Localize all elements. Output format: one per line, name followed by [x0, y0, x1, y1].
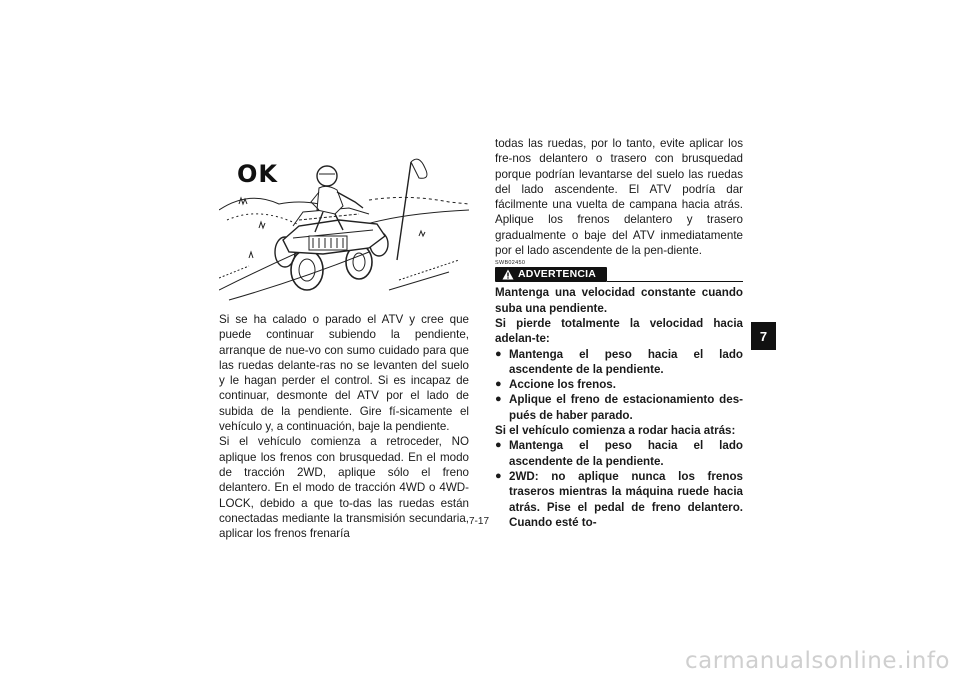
list-item: ● 2WD: no aplique nunca los frenos traseros mientras la máquina ruede hacia atrás. Pise el pedal de freno delantero. Cuando esté to-	[495, 469, 743, 529]
bullet-icon: ●	[495, 439, 502, 452]
list-item: ● Mantenga el peso hacia el lado ascendente de la pendiente.	[495, 439, 743, 468]
paragraph: Si se ha calado o parado el ATV y cree que puede continuar subiendo la pendiente, arranque de nue-vo con sumo cuidado para que las ruedas delante-ras no se levanten del suelo y le hagan perder el control. Si es incapaz de continuar, desmonte del ATV por el lado de subida de la pendiente. Gire fí-sicamente el vehículo y, a continuación, baje la pendiente.	[219, 313, 469, 434]
warning-text: Si el vehículo comienza a rodar hacia atrás:	[495, 424, 736, 438]
right-column	[495, 136, 743, 530]
list-item: ● Aplique el freno de estacionamiento des-pués de haber parado.	[495, 393, 743, 422]
warning-triangle-icon	[502, 269, 514, 280]
bullet-icon: ●	[495, 393, 502, 406]
warning-text: Si pierde totalmente la velocidad hacia adelan-te:	[495, 316, 743, 346]
warning-text: Mantenga una velocidad constante cuando suba una pendiente.	[495, 286, 743, 315]
list-item: ● Accione los frenos.	[495, 378, 616, 392]
bullet-icon: ●	[495, 378, 502, 391]
warning-rule	[607, 281, 743, 283]
warning-code: SWB02450	[495, 260, 526, 267]
paragraph: todas las ruedas, por lo tanto, evite aplicar los fre-nos delantero o trasero con brusquedad porque podrían levantarse del suelo las ruedas del lado ascendente. El ATV podría dar fácilmente una vuelta de campana hacia atrás. Aplique los frenos delantero y trasero gradualmente o baje del ATV inmediatamente por el lado ascendente de la pen-diente.	[495, 137, 743, 258]
watermark: carmanualsonline.info	[684, 648, 950, 674]
warning-label: ADVERTENCIA	[518, 268, 597, 281]
paragraph: Si el vehículo comienza a retroceder, NO aplique los frenos con brusquedad. En el modo de tracción 2WD, aplique sólo el freno delantero. En el modo de tracción 4WD o 4WD-LOCK, debido a que to-das las ruedas están conectadas mediante la transmisión secundaria, aplicar los frenos frenaría	[219, 435, 469, 541]
list-item: ● Mantenga el peso hacia el lado ascendente de la pendiente.	[495, 347, 743, 376]
warning-body	[495, 285, 743, 530]
ok-label: OK	[237, 160, 278, 188]
page-number: 7-17	[469, 516, 490, 527]
chapter-tab: 7	[751, 322, 776, 350]
left-column	[219, 312, 469, 541]
bullet-icon: ●	[495, 347, 502, 360]
warning-header	[495, 267, 743, 282]
warning-badge	[495, 267, 607, 282]
bullet-icon: ●	[495, 469, 502, 482]
